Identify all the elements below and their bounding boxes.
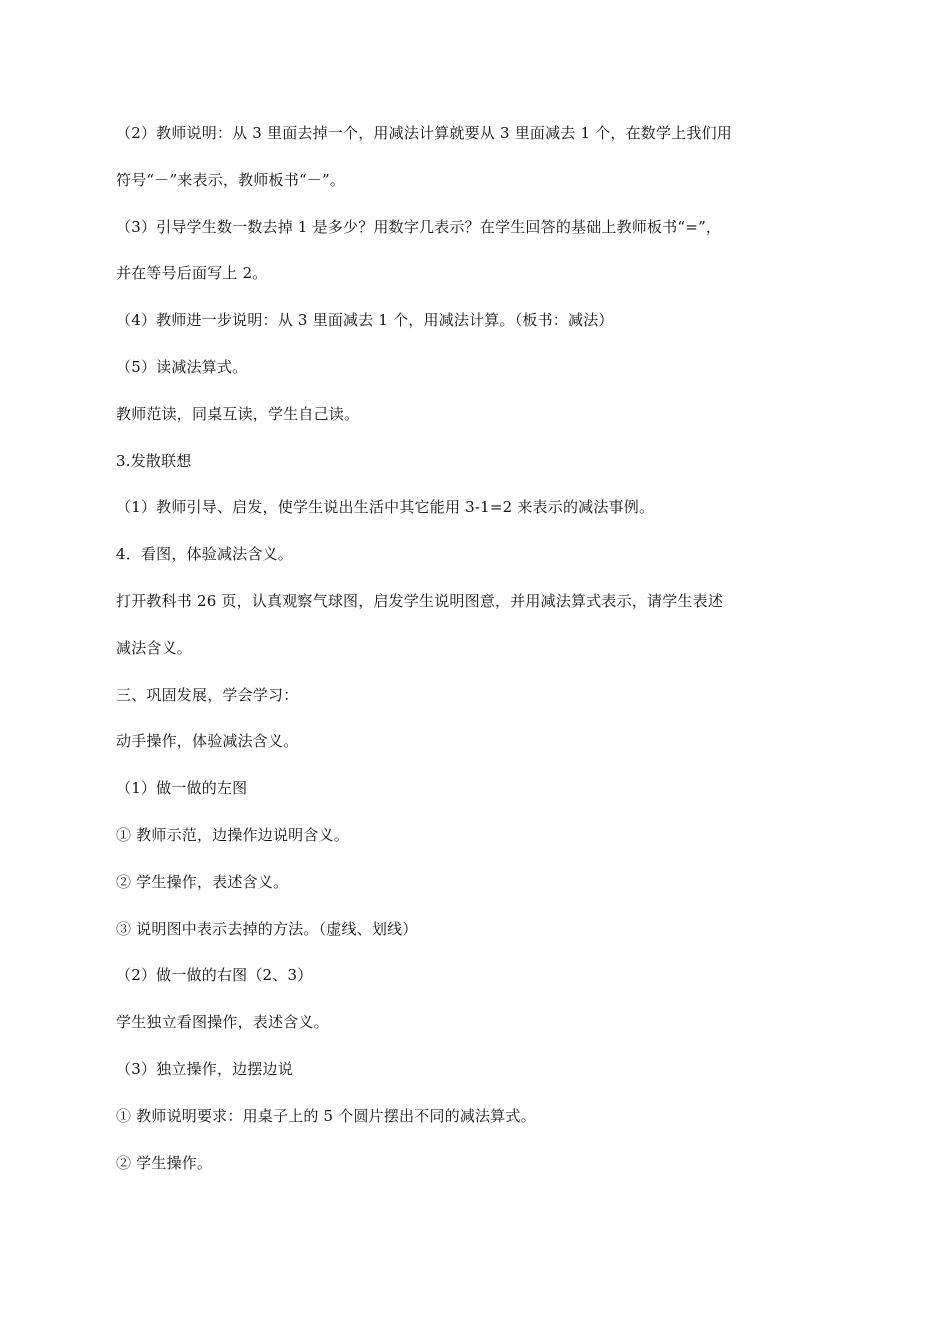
- paragraph-line: 学生独立看图操作，表述含义。: [116, 1013, 329, 1032]
- paragraph-line: 教师范读，同桌互读，学生自己读。: [116, 404, 360, 423]
- section-heading: 三、巩固发展，学会学习：: [116, 685, 299, 704]
- paragraph-line: （1）做一做的左图: [116, 779, 248, 798]
- paragraph-line: 动手操作，体验减法含义。: [116, 732, 299, 751]
- section-heading: 3.发散联想: [116, 451, 192, 470]
- list-item: ③ 说明图中表示去掉的方法。（虚线、划线）: [116, 919, 418, 938]
- paragraph-line: （2）做一做的右图（2、3）: [116, 966, 313, 985]
- list-item: ② 学生操作。: [116, 1153, 213, 1172]
- paragraph-line: 减法含义。: [116, 638, 193, 657]
- paragraph-line: 并在等号后面写上 2。: [116, 264, 268, 283]
- list-item: ① 教师示范，边操作边说明含义。: [116, 825, 349, 844]
- section-heading: 4．看图，体验减法含义。: [116, 545, 293, 564]
- paragraph-line: 符号“－”来表示，教师板书“－”。: [116, 170, 346, 189]
- paragraph-line: （4）教师进一步说明：从 3 里面减去 1 个，用减法计算。（板书：减法）: [116, 311, 614, 330]
- document-body: [116, 122, 836, 1198]
- list-item: ② 学生操作，表述含义。: [116, 872, 289, 891]
- paragraph-line: （5）读减法算式。: [116, 357, 248, 376]
- paragraph-line: （3）独立操作，边摆边说: [116, 1059, 293, 1078]
- list-item: ① 教师说明要求：用桌子上的 5 个圆片摆出不同的减法算式。: [116, 1106, 536, 1125]
- paragraph-line: 打开教科书 26 页，认真观察气球图，启发学生说明图意，并用减法算式表示，请学生表述: [116, 591, 724, 610]
- paragraph-line: （1）教师引导、启发，使学生说出生活中其它能用 3-1=2 来表示的减法事例。: [116, 498, 655, 517]
- paragraph-line: （2）教师说明：从 3 里面去掉一个，用减法计算就要从 3 里面减去 1 个，在数学上我们用: [116, 124, 732, 142]
- paragraph-line: （3）引导学生数一数去掉 1 是多少？用数字几表示？在学生回答的基础上教师板书“=”，: [116, 217, 722, 236]
